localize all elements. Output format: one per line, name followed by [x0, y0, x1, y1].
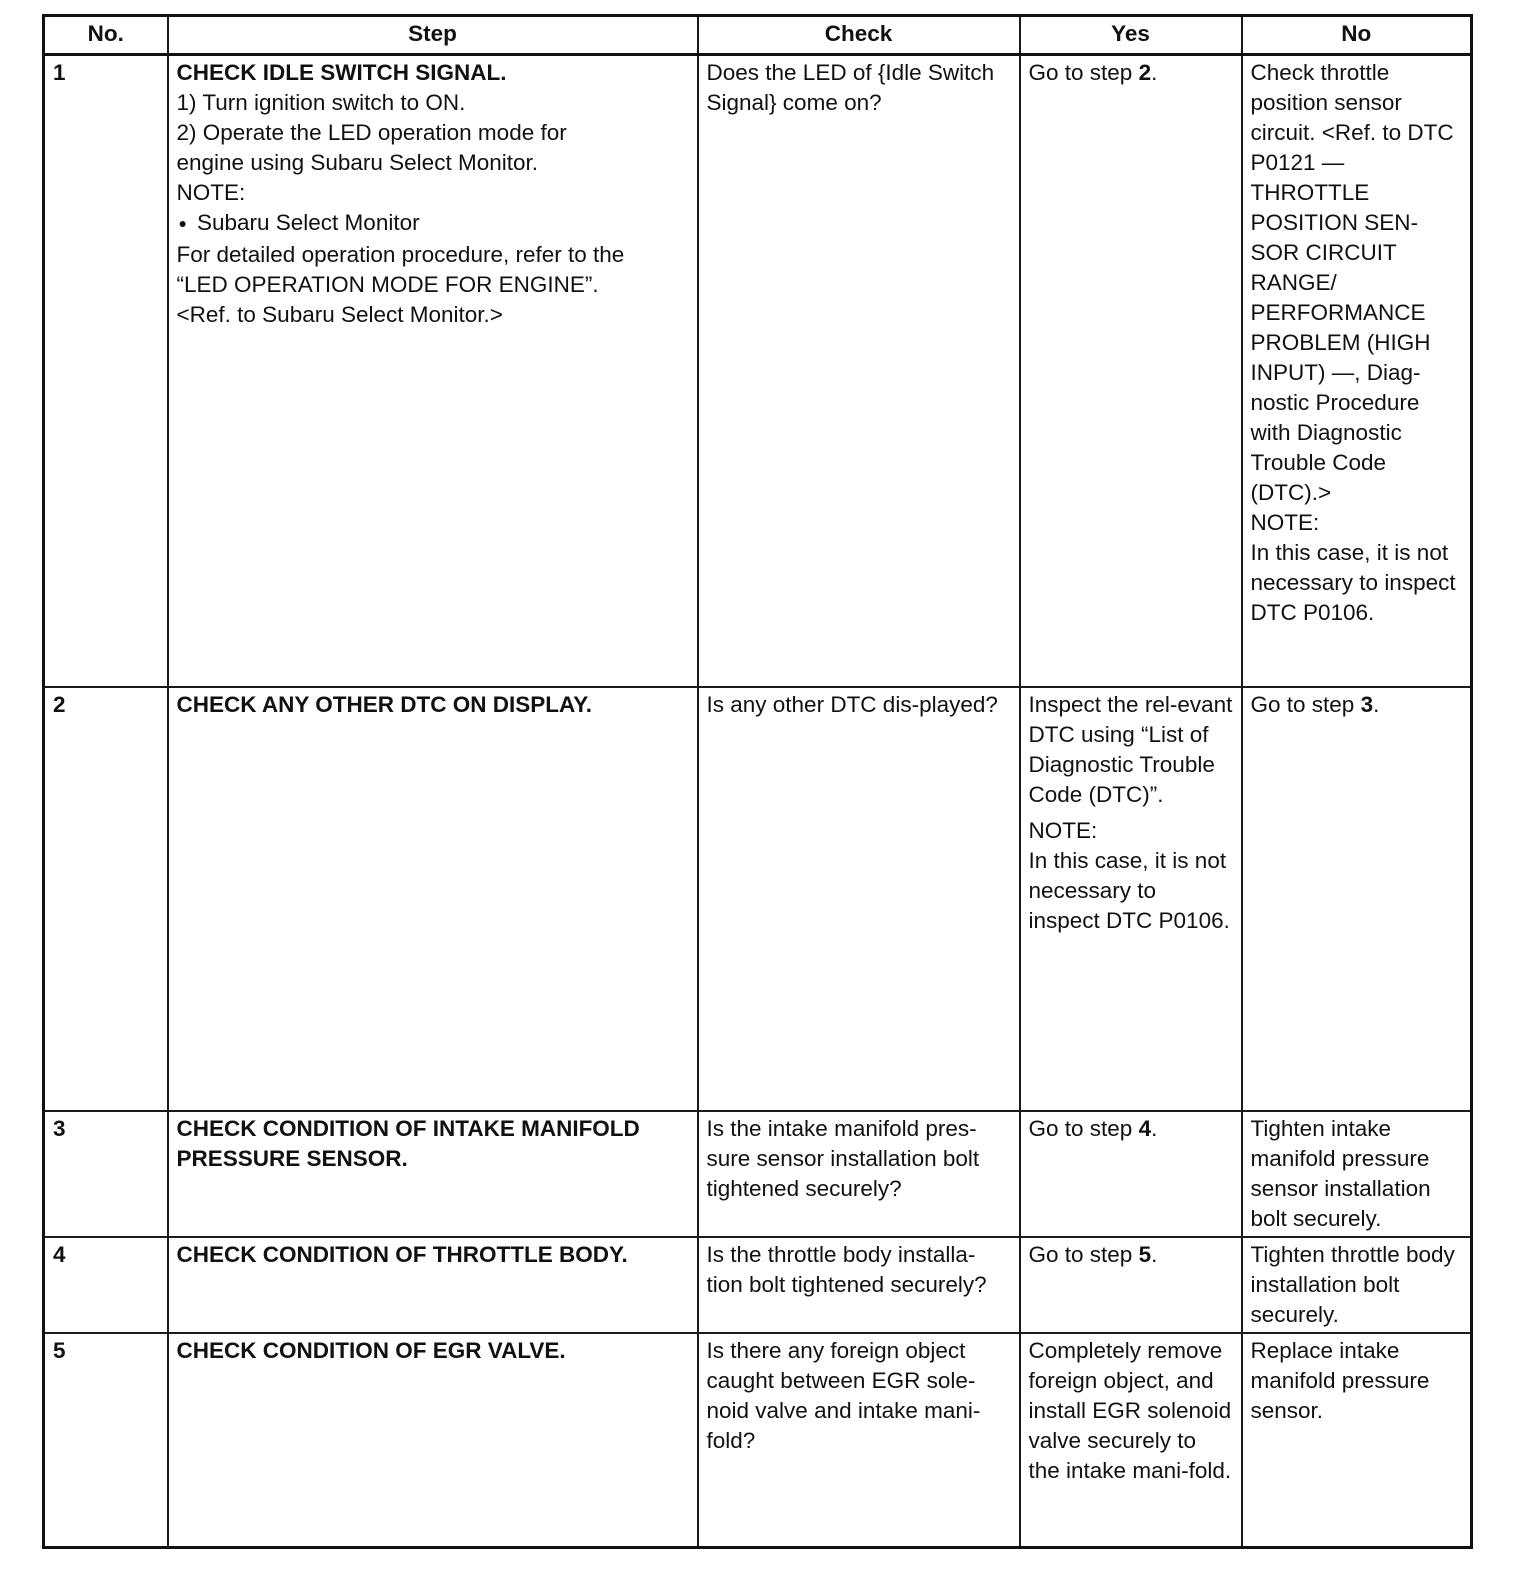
no-suffix: .: [1373, 692, 1380, 717]
step-bullet-text: Subaru Select Monitor: [196, 210, 420, 235]
table-row: [44, 1237, 1472, 1333]
step-title: CHECK ANY OTHER DTC ON DISPLAY.: [176, 692, 592, 717]
yes-cell: [1020, 687, 1242, 1111]
no-text: Check throttle position sensor circuit. <Ref. to DTC P0121 — THROTTLE POSITION SEN-SOR CIRCUIT RANGE/ PERFORMANCE PROBLEM (HIGH INPUT) —, Diag-nostic Procedure with Diagnostic Trouble Code (DTC).>: [1250, 60, 1454, 505]
step-line: 2) Operate the LED operation mode for: [176, 120, 567, 145]
row-number: 4: [44, 1237, 168, 1333]
step-cell: [168, 55, 698, 688]
step-title: CHECK IDLE SWITCH SIGNAL.: [176, 60, 507, 85]
yes-text: Go to step: [1028, 1116, 1139, 1141]
goto-step-link[interactable]: 5: [1138, 1242, 1152, 1267]
table-row: [44, 1111, 1472, 1237]
check-cell: Is the intake manifold pres-sure sensor installation bolt tightened securely?: [698, 1111, 1020, 1237]
yes-text: Inspect the rel-evant DTC using “List of Diagnostic Trouble Code (DTC)”.: [1028, 692, 1233, 807]
no-cell: Replace intake manifold pressure sensor.: [1242, 1333, 1472, 1548]
header-check: Check: [698, 16, 1020, 55]
step-ref-link[interactable]: <Ref. to Subaru Select Monitor.>: [176, 302, 503, 327]
row-number: 2: [44, 687, 168, 1111]
step-line: engine using Subaru Select Monitor.: [176, 150, 538, 175]
step-cell: [168, 1111, 698, 1237]
yes-text: Go to step: [1028, 60, 1139, 85]
step-title: CHECK CONDITION OF EGR VALVE.: [176, 1338, 566, 1363]
yes-note-label: NOTE:: [1028, 818, 1098, 843]
yes-note: In this case, it is not necessary to inspect DTC P0106.: [1028, 848, 1230, 933]
no-text: Go to step: [1250, 692, 1361, 717]
yes-cell: [1020, 1111, 1242, 1237]
no-cell: Tighten throttle body installation bolt securely.: [1242, 1237, 1472, 1333]
header-yes: Yes: [1020, 16, 1242, 55]
no-cell: Tighten intake manifold pressure sensor installation bolt securely.: [1242, 1111, 1472, 1237]
no-note-label: NOTE:: [1250, 510, 1320, 535]
step-title: CHECK CONDITION OF INTAKE MANIFOLD PRESSURE SENSOR.: [176, 1116, 640, 1171]
step-line: “LED OPERATION MODE FOR ENGINE”.: [176, 272, 599, 297]
yes-suffix: .: [1151, 1242, 1158, 1267]
step-cell: [168, 1333, 698, 1548]
yes-cell: Completely remove foreign object, and install EGR solenoid valve securely to the intake mani-fold.: [1020, 1333, 1242, 1548]
header-step: Step: [168, 16, 698, 55]
no-cell: [1242, 55, 1472, 688]
row-number: 5: [44, 1333, 168, 1548]
header-no-result: No: [1242, 16, 1472, 55]
step-note-label: NOTE:: [176, 180, 246, 205]
no-cell: [1242, 687, 1472, 1111]
row-number: 1: [44, 55, 168, 688]
yes-cell: [1020, 1237, 1242, 1333]
check-cell: Does the LED of {Idle Switch Signal} come on?: [698, 55, 1020, 688]
goto-step-link[interactable]: 2: [1138, 60, 1152, 85]
bullet-icon: [177, 210, 197, 235]
check-cell: Is the throttle body installa-tion bolt tightened securely?: [698, 1237, 1020, 1333]
no-note: In this case, it is not necessary to inspect DTC P0106.: [1250, 540, 1456, 625]
goto-step-link[interactable]: 4: [1138, 1116, 1152, 1141]
step-title: CHECK CONDITION OF THROTTLE BODY.: [176, 1242, 628, 1267]
goto-step-link[interactable]: 3: [1360, 692, 1374, 717]
diagnostic-table: [42, 14, 1473, 1549]
header-row: [44, 16, 1472, 55]
header-no: No.: [44, 16, 168, 55]
yes-suffix: .: [1151, 1116, 1158, 1141]
step-cell: [168, 687, 698, 1111]
check-cell: Is there any foreign object caught between EGR sole-noid valve and intake mani-fold?: [698, 1333, 1020, 1548]
step-line: For detailed operation procedure, refer to the: [176, 242, 625, 267]
table-row: [44, 687, 1472, 1111]
row-number: 3: [44, 1111, 168, 1237]
yes-suffix: .: [1151, 60, 1158, 85]
check-cell: Is any other DTC dis-played?: [698, 687, 1020, 1111]
table-row: [44, 55, 1472, 688]
yes-cell: [1020, 55, 1242, 688]
table-row: [44, 1333, 1472, 1548]
diagnostic-page: [42, 14, 1470, 1549]
yes-text: Go to step: [1028, 1242, 1139, 1267]
step-bullet-item: [177, 208, 690, 240]
step-cell: [168, 1237, 698, 1333]
step-line: 1) Turn ignition switch to ON.: [176, 90, 466, 115]
